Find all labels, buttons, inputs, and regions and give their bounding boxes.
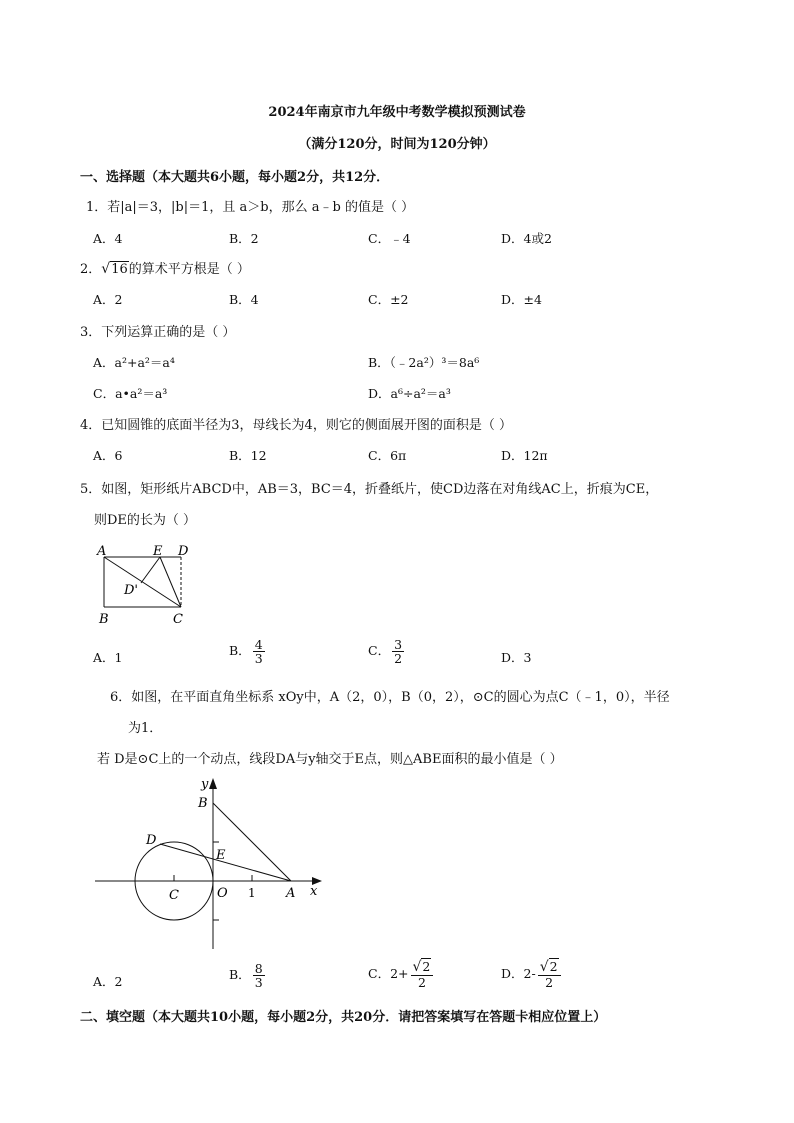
q5-rectangle-figure — [92, 538, 212, 630]
page-subtitle: （满分120分，时间为120分钟） — [298, 137, 496, 152]
q2-option-d: D．±4 — [501, 292, 542, 307]
q6-option-c — [368, 960, 433, 989]
label-c: C — [173, 612, 183, 627]
fraction-denominator: 3 — [254, 975, 263, 991]
q6-option-b — [229, 962, 265, 989]
q2-radicand: 16 — [111, 262, 128, 277]
label-d: D — [178, 544, 189, 559]
q4-option-a: A．6 — [93, 448, 123, 463]
q4-stem: 4．已知圆锥的底面半径为3，母线长为4，则它的侧面展开图的面积是（ ） — [80, 418, 512, 433]
q1-option-d: D．4或2 — [501, 231, 552, 246]
q5-option-b-prefix: B． — [229, 643, 251, 659]
label-a: A — [97, 544, 107, 559]
fraction-numerator: 3 — [394, 637, 403, 652]
fraction-denominator: 2 — [394, 651, 403, 667]
q4-option-b: B．12 — [229, 448, 267, 463]
fraction-numerator: 8 — [254, 961, 263, 976]
label-y: y — [201, 777, 209, 792]
q6-stem-line-3: 若 D是⊙C上的一个动点，线段DA与y轴交于E点，则△ABE面积的最小值是（ ） — [97, 752, 563, 767]
q1-option-a: A．4 — [93, 231, 123, 246]
label-o: O — [217, 886, 228, 901]
fraction-numerator — [411, 960, 434, 976]
q3-option-b: B．（﹣2a²）³＝8a⁶ — [368, 355, 480, 370]
radicand: 2 — [422, 959, 431, 974]
fraction — [411, 960, 434, 989]
q6-stem-line-2: 为1． — [128, 721, 163, 736]
fraction — [538, 960, 561, 989]
q6-option-d-prefix: D．2- — [501, 965, 536, 981]
q2-stem-text: 的算术平方根是（ ） — [128, 262, 250, 277]
sqrt-symbol: √16 — [101, 261, 128, 277]
q3-option-d: D．a⁶÷a²＝a³ — [368, 386, 451, 401]
q2-stem — [80, 258, 250, 277]
q6-stem-line-1: 6．如图，在平面直角坐标系 xOy中，A（2，0），B（0，2），⊙C的圆心为点C（﹣1，0），半径 — [110, 690, 670, 705]
page-title: 2024年南京市九年级中考数学模拟预测试卷 — [268, 105, 526, 120]
crease-ce — [160, 557, 181, 607]
q3-stem: 3．下列运算正确的是（ ） — [80, 325, 236, 340]
q5-option-a: A．1 — [93, 650, 123, 665]
q6-option-c-prefix: C．2+ — [368, 965, 409, 981]
q4-option-d: D．12π — [501, 448, 548, 463]
label-c: C — [169, 888, 179, 903]
q4-option-c: C．6π — [368, 448, 407, 463]
q2-number: 2． — [80, 262, 102, 277]
label-a: A — [286, 886, 296, 901]
section-heading-2: 二、填空题（本大题共10小题，每小题2分，共20分．请把答案填写在答题卡相应位置上） — [80, 1010, 607, 1025]
fraction-numerator: 4 — [254, 637, 263, 652]
fraction-numerator — [538, 960, 561, 976]
q5-option-b — [229, 638, 265, 665]
q5-option-c — [368, 638, 404, 665]
q3-option-a: A．a²+a²＝a⁴ — [93, 355, 175, 370]
q5-option-d: D．3 — [501, 650, 532, 665]
segment-ab — [213, 803, 291, 881]
q1-stem: 1．若|a|＝3，|b|＝1，且 a＞b，那么 a﹣b 的值是（ ） — [86, 200, 415, 215]
q5-option-c-prefix: C． — [368, 643, 391, 659]
q2-option-b: B．4 — [229, 292, 259, 307]
label-b: B — [198, 796, 208, 811]
sqrt-symbol: √2 — [412, 959, 431, 975]
label-e: E — [153, 544, 163, 559]
fraction-denominator: 3 — [254, 651, 263, 667]
label-d: D — [146, 833, 157, 848]
fraction — [392, 638, 404, 665]
fraction — [253, 638, 265, 665]
label-x: x — [310, 884, 318, 899]
label-d-prime: D' — [124, 583, 138, 598]
label-b: B — [99, 612, 109, 627]
q3-option-c: C．a•a²＝a³ — [93, 386, 168, 401]
fraction-denominator: 2 — [417, 974, 426, 990]
y-axis-arrow — [209, 778, 217, 789]
q5-stem-line-2: 则DE的长为（ ） — [94, 513, 197, 528]
sqrt-symbol: √2 — [539, 959, 558, 975]
q6-option-a: A．2 — [93, 974, 123, 989]
label-e: E — [216, 848, 226, 863]
q1-option-b: B．2 — [229, 231, 259, 246]
q6-coordinate-figure — [90, 773, 330, 953]
diagonal-ac — [104, 557, 181, 607]
q6-option-b-prefix: B． — [229, 967, 251, 983]
segment-da — [160, 844, 291, 881]
section-heading-1: 一、选择题（本大题共6小题，每小题2分，共12分． — [80, 170, 390, 185]
q2-option-a: A．2 — [93, 292, 123, 307]
label-one: 1 — [248, 886, 256, 900]
q6-option-d — [501, 960, 561, 989]
q2-option-c: C．±2 — [368, 292, 409, 307]
fraction-denominator: 2 — [545, 974, 554, 990]
q1-option-c: C．﹣4 — [368, 231, 411, 246]
radicand: 2 — [549, 959, 558, 974]
q5-stem-line-1: 5．如图，矩形纸片ABCD中，AB＝3，BC＝4，折叠纸片，使CD边落在对角线AC上，折痕为CE， — [80, 482, 659, 497]
fraction — [253, 962, 265, 989]
segment-ed-prime — [141, 557, 160, 583]
